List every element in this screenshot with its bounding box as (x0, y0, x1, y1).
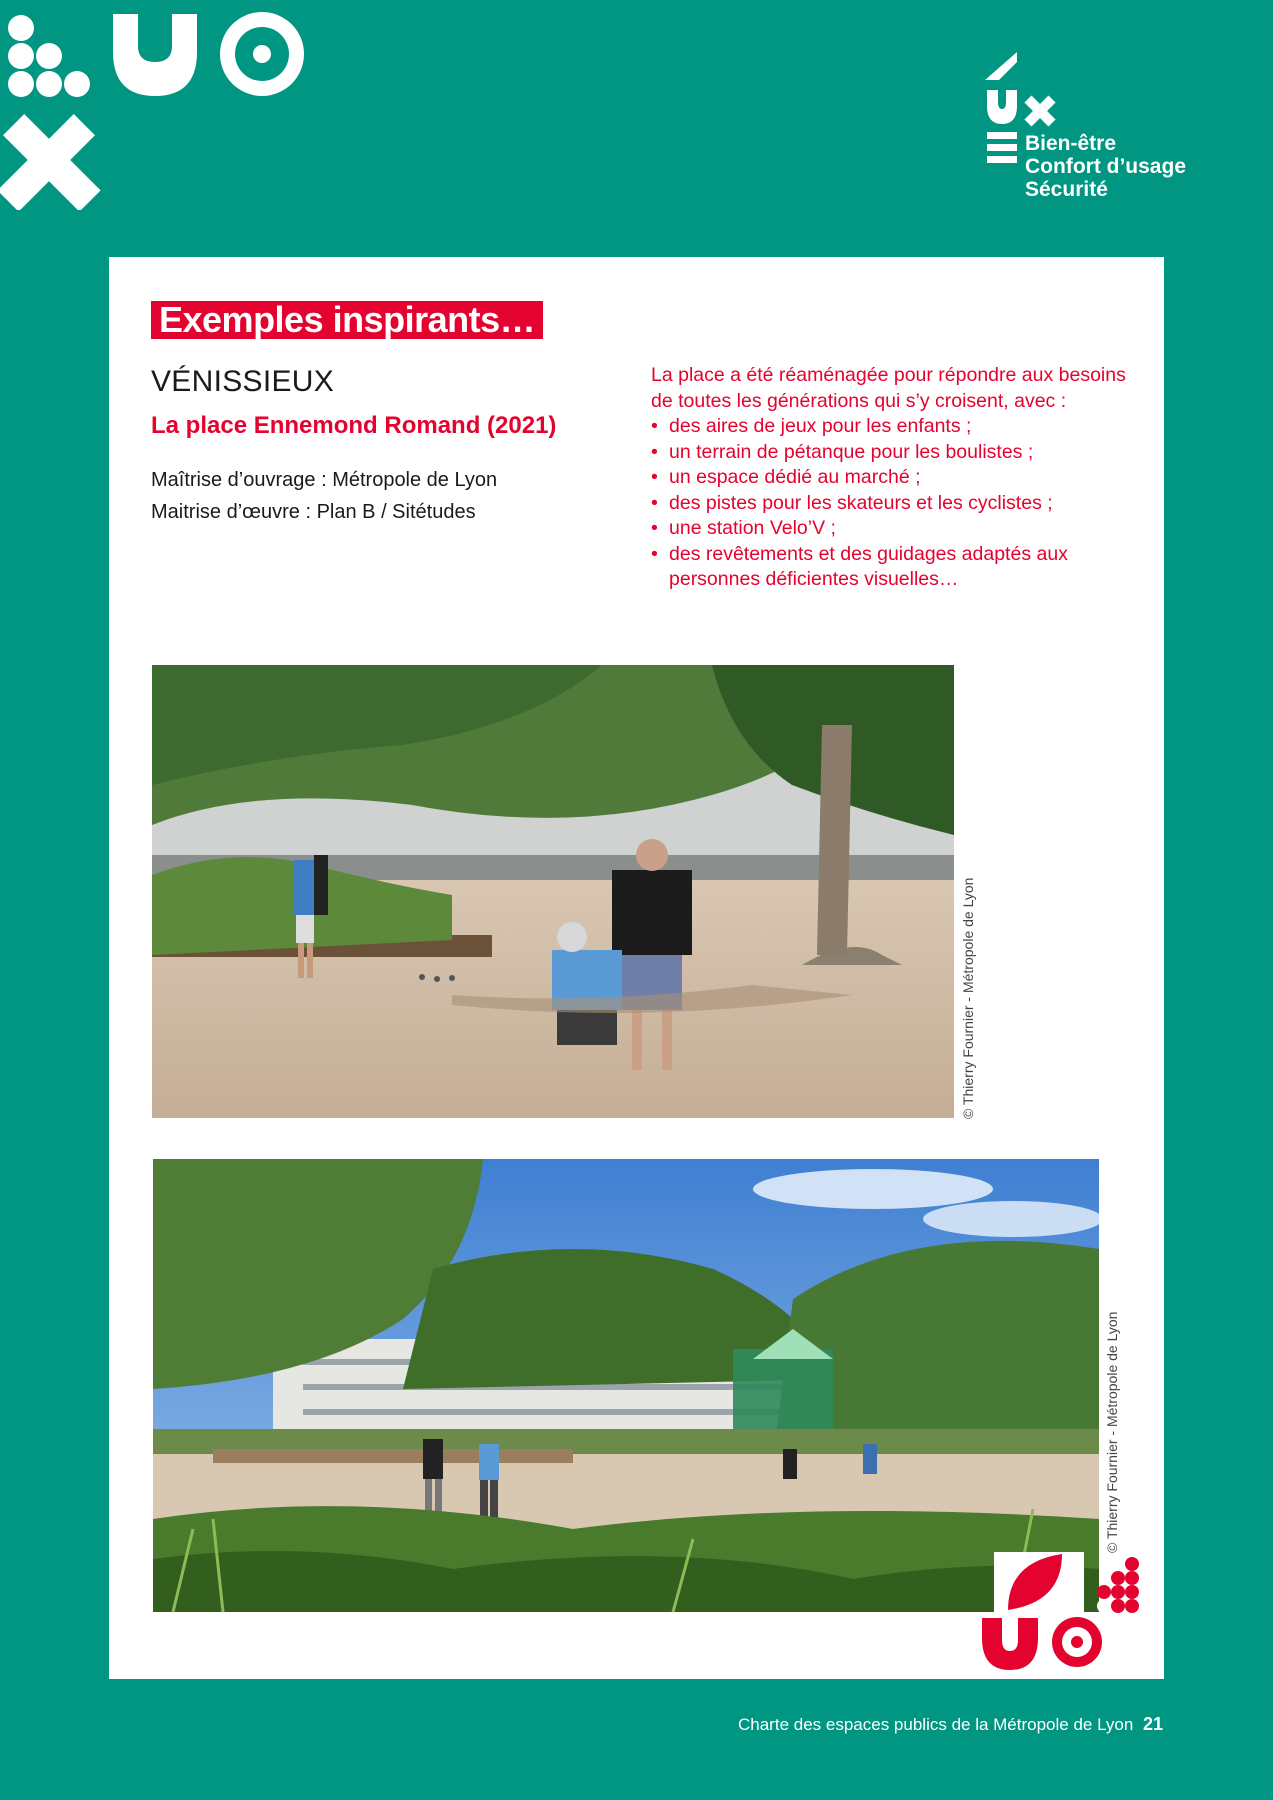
page-number: 21 (1143, 1714, 1164, 1734)
list-item: • un terrain de pétanque pour les boulistes ; (651, 440, 1131, 466)
designer-credit: Maitrise d’œuvre : Plan B / Sitétudes (151, 501, 476, 523)
project-credits (151, 464, 497, 528)
content-card (109, 257, 1164, 1679)
footer-title: Charte des espaces publics de la Métropole de Lyon (738, 1715, 1134, 1734)
cross-icon (1024, 95, 1055, 126)
city-title: VÉNISSIEUX (151, 365, 335, 398)
theme-label-comfort: Confort d’usage (1025, 155, 1186, 178)
theme-label-safety: Sécurité (1025, 178, 1108, 201)
section-heading: Exemples inspirants… (151, 301, 543, 339)
theme-labels (1025, 132, 1186, 201)
list-item: • des revêtements et des guidages adaptés aux personnes déficientes visuelles… (651, 542, 1131, 593)
list-item: • des pistes pour les skateurs et les cyclistes ; (651, 491, 1131, 517)
theme-block (985, 52, 1225, 212)
bars-icon (985, 132, 1021, 216)
project-description (651, 363, 1131, 593)
place-subtitle: La place Ennemond Romand (2021) (151, 412, 557, 439)
theme-label-wellbeing: Bien-être (1025, 132, 1117, 155)
flag-icon (985, 52, 1017, 80)
square-photo (153, 1159, 1099, 1612)
petanque-photo (152, 665, 954, 1118)
list-item: • un espace dédié au marché ; (651, 465, 1131, 491)
list-item: • une station Velo’V ; (651, 516, 1131, 542)
cup-icon (987, 90, 1017, 124)
client-credit: Maîtrise d’ouvrage : Métropole de Lyon (151, 469, 498, 491)
description-intro: La place a été réaménagée pour répondre aux besoins de toutes les générations qui s’y croisent, avec : (651, 364, 1126, 412)
feature-list (651, 414, 1131, 593)
photo-credit-1: © Thierry Fournier - Métropole de Lyon (960, 877, 976, 1119)
list-item: • des aires de jeux pour les enfants ; (651, 414, 1131, 440)
decorative-shapes-icon (978, 1552, 1158, 1672)
photo-credit-2: © Thierry Fournier - Métropole de Lyon (1104, 1311, 1120, 1553)
decorative-logo-icon (0, 0, 320, 210)
